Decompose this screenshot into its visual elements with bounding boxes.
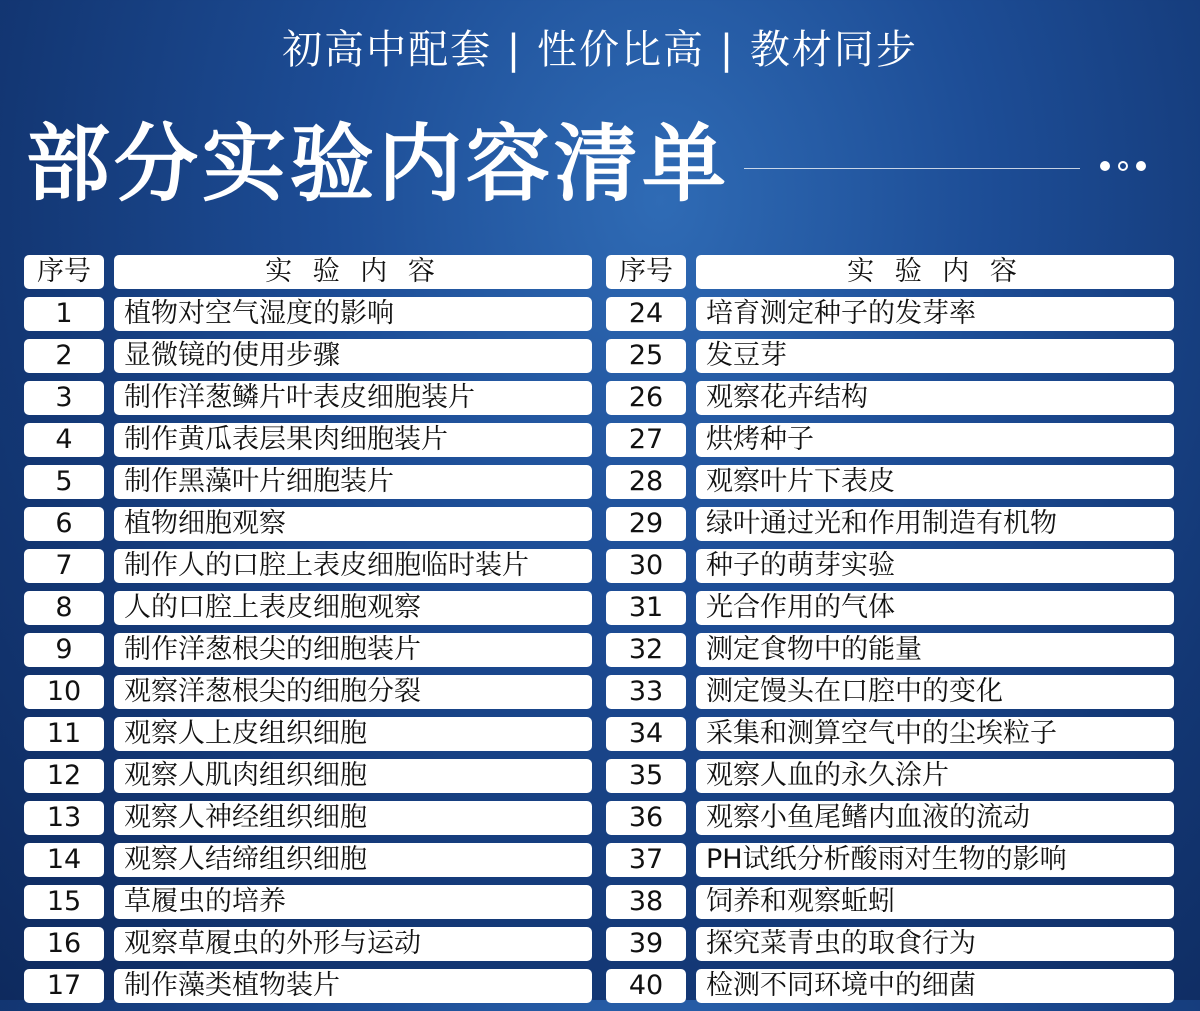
row-content: 观察人肌肉组织细胞 bbox=[114, 759, 592, 793]
row-number: 7 bbox=[24, 549, 104, 583]
table-row bbox=[606, 381, 1174, 415]
table-row bbox=[606, 549, 1174, 583]
table-row bbox=[606, 423, 1174, 457]
row-content: 观察洋葱根尖的细胞分裂 bbox=[114, 675, 592, 709]
row-number: 5 bbox=[24, 465, 104, 499]
row-number: 30 bbox=[606, 549, 686, 583]
row-number: 3 bbox=[24, 381, 104, 415]
row-number: 39 bbox=[606, 927, 686, 961]
table-row bbox=[606, 969, 1174, 1003]
header-number: 序号 bbox=[24, 255, 104, 289]
title-divider bbox=[744, 168, 1080, 169]
table-row bbox=[24, 675, 592, 709]
row-number: 29 bbox=[606, 507, 686, 541]
row-content: 显微镜的使用步骤 bbox=[114, 339, 592, 373]
row-content: 制作人的口腔上表皮细胞临时装片 bbox=[114, 549, 592, 583]
row-content: 发豆芽 bbox=[696, 339, 1174, 373]
row-content: 观察花卉结构 bbox=[696, 381, 1174, 415]
table-row bbox=[24, 759, 592, 793]
table-row bbox=[606, 675, 1174, 709]
row-content: 测定馒头在口腔中的变化 bbox=[696, 675, 1174, 709]
row-content: 烘烤种子 bbox=[696, 423, 1174, 457]
table-row bbox=[24, 297, 592, 331]
row-number: 1 bbox=[24, 297, 104, 331]
row-content: 采集和测算空气中的尘埃粒子 bbox=[696, 717, 1174, 751]
dot-icon bbox=[1100, 161, 1110, 171]
row-content: 制作洋葱根尖的细胞装片 bbox=[114, 633, 592, 667]
row-number: 8 bbox=[24, 591, 104, 625]
table-row bbox=[606, 465, 1174, 499]
experiment-table-right bbox=[606, 255, 1174, 1011]
row-number: 31 bbox=[606, 591, 686, 625]
row-content: 培育测定种子的发芽率 bbox=[696, 297, 1174, 331]
row-content: 观察人神经组织细胞 bbox=[114, 801, 592, 835]
table-row bbox=[24, 969, 592, 1003]
dot-icon bbox=[1136, 161, 1146, 171]
table-row bbox=[606, 507, 1174, 541]
table-row bbox=[606, 885, 1174, 919]
row-number: 6 bbox=[24, 507, 104, 541]
row-number: 9 bbox=[24, 633, 104, 667]
row-number: 40 bbox=[606, 969, 686, 1003]
row-number: 26 bbox=[606, 381, 686, 415]
table-row bbox=[24, 927, 592, 961]
row-content: 探究菜青虫的取食行为 bbox=[696, 927, 1174, 961]
row-number: 17 bbox=[24, 969, 104, 1003]
row-number: 32 bbox=[606, 633, 686, 667]
row-content: 人的口腔上表皮细胞观察 bbox=[114, 591, 592, 625]
row-content: 观察小鱼尾鳍内血液的流动 bbox=[696, 801, 1174, 835]
row-number: 34 bbox=[606, 717, 686, 751]
row-content: 光合作用的气体 bbox=[696, 591, 1174, 625]
row-number: 15 bbox=[24, 885, 104, 919]
row-content: 制作洋葱鳞片叶表皮细胞装片 bbox=[114, 381, 592, 415]
row-number: 16 bbox=[24, 927, 104, 961]
header-content: 实 验 内 容 bbox=[114, 255, 592, 289]
experiment-table-left bbox=[24, 255, 592, 1011]
row-content: 观察人血的永久涂片 bbox=[696, 759, 1174, 793]
row-content: 种子的萌芽实验 bbox=[696, 549, 1174, 583]
table-row bbox=[606, 927, 1174, 961]
row-number: 25 bbox=[606, 339, 686, 373]
row-content: 饲养和观察蚯蚓 bbox=[696, 885, 1174, 919]
row-content: PH试纸分析酸雨对生物的影响 bbox=[696, 843, 1174, 877]
table-row bbox=[24, 381, 592, 415]
row-content: 制作黄瓜表层果肉细胞装片 bbox=[114, 423, 592, 457]
row-content: 观察人上皮组织细胞 bbox=[114, 717, 592, 751]
row-number: 24 bbox=[606, 297, 686, 331]
row-number: 13 bbox=[24, 801, 104, 835]
table-row bbox=[24, 591, 592, 625]
table-row bbox=[24, 843, 592, 877]
page-title: 部分实验内容清单 bbox=[26, 115, 731, 213]
table-row bbox=[606, 297, 1174, 331]
header-content: 实 验 内 容 bbox=[696, 255, 1174, 289]
table-row bbox=[606, 843, 1174, 877]
table-row bbox=[24, 633, 592, 667]
table-row bbox=[606, 339, 1174, 373]
table-row bbox=[606, 801, 1174, 835]
table-row bbox=[24, 549, 592, 583]
row-number: 33 bbox=[606, 675, 686, 709]
table-row bbox=[24, 339, 592, 373]
row-number: 27 bbox=[606, 423, 686, 457]
row-number: 36 bbox=[606, 801, 686, 835]
table-row bbox=[24, 885, 592, 919]
header-number: 序号 bbox=[606, 255, 686, 289]
dots-ornament bbox=[1100, 161, 1146, 171]
table-row bbox=[24, 507, 592, 541]
row-number: 38 bbox=[606, 885, 686, 919]
row-content: 检测不同环境中的细菌 bbox=[696, 969, 1174, 1003]
row-number: 2 bbox=[24, 339, 104, 373]
table-header bbox=[606, 255, 1174, 289]
table-row bbox=[24, 801, 592, 835]
row-content: 植物细胞观察 bbox=[114, 507, 592, 541]
row-number: 14 bbox=[24, 843, 104, 877]
table-row bbox=[606, 633, 1174, 667]
table-row bbox=[24, 465, 592, 499]
row-number: 11 bbox=[24, 717, 104, 751]
row-number: 12 bbox=[24, 759, 104, 793]
row-number: 10 bbox=[24, 675, 104, 709]
row-content: 草履虫的培养 bbox=[114, 885, 592, 919]
hollow-dot-icon bbox=[1118, 161, 1128, 171]
row-number: 35 bbox=[606, 759, 686, 793]
row-number: 37 bbox=[606, 843, 686, 877]
row-content: 制作藻类植物装片 bbox=[114, 969, 592, 1003]
table-row bbox=[606, 717, 1174, 751]
row-content: 观察叶片下表皮 bbox=[696, 465, 1174, 499]
row-number: 28 bbox=[606, 465, 686, 499]
row-content: 测定食物中的能量 bbox=[696, 633, 1174, 667]
row-content: 制作黑藻叶片细胞装片 bbox=[114, 465, 592, 499]
row-content: 绿叶通过光和作用制造有机物 bbox=[696, 507, 1174, 541]
row-content: 观察草履虫的外形与运动 bbox=[114, 927, 592, 961]
table-row bbox=[24, 717, 592, 751]
table-row bbox=[24, 423, 592, 457]
table-row bbox=[606, 759, 1174, 793]
table-row bbox=[606, 591, 1174, 625]
top-banner: 初高中配套 | 性价比高 | 教材同步 bbox=[282, 27, 918, 73]
row-content: 植物对空气湿度的影响 bbox=[114, 297, 592, 331]
row-content: 观察人结缔组织细胞 bbox=[114, 843, 592, 877]
row-number: 4 bbox=[24, 423, 104, 457]
table-header bbox=[24, 255, 592, 289]
